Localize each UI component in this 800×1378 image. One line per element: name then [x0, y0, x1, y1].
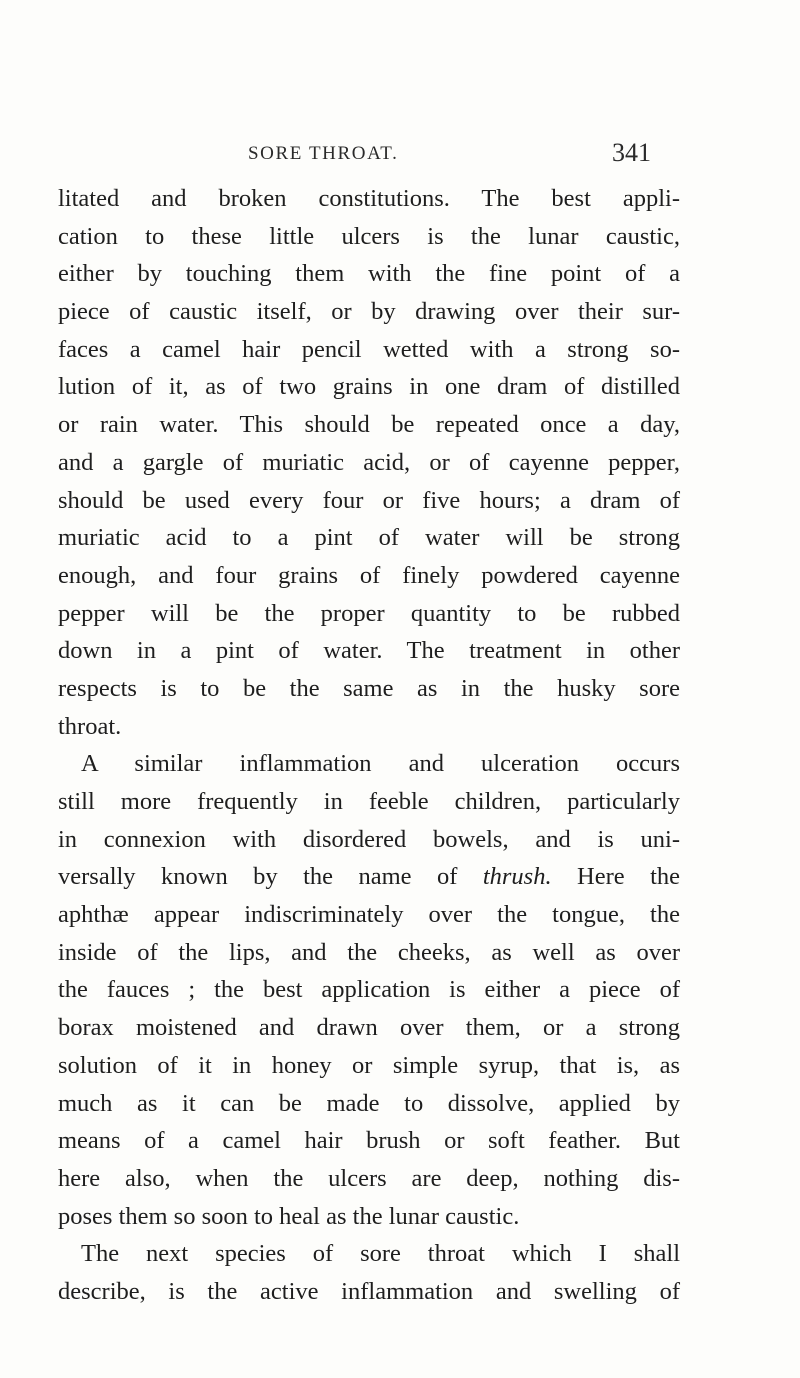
- text-line: faces a camel hair pencil wetted with a strong so-: [58, 335, 680, 363]
- text-line: A similar inflammation and ulceration occurs: [81, 750, 680, 778]
- text-line: solution of it in honey or simple syrup, that is, as: [58, 1051, 680, 1079]
- text-line: much as it can be made to dissolve, applied by: [58, 1089, 680, 1117]
- text-line: should be used every four or five hours; a dram of: [58, 486, 680, 514]
- text-line: or rain water. This should be repeated once a day,: [58, 411, 680, 439]
- italic-term: thrush.: [482, 863, 552, 891]
- text-line: cation to these little ulcers is the lunar caustic,: [58, 222, 680, 250]
- text-line: respects is to be the same as in the husky sore: [58, 674, 680, 702]
- text-line: in connexion with disordered bowels, and is uni-: [58, 825, 680, 853]
- running-head: SORE THROAT.: [248, 143, 399, 164]
- text-line: means of a camel hair brush or soft feather. But: [58, 1127, 680, 1155]
- text-line: pepper will be the proper quantity to be rubbed: [58, 599, 680, 627]
- text-line: lution of it, as of two grains in one dram of distilled: [58, 373, 680, 401]
- text-line: aphthæ appear indiscriminately over the tongue, the: [58, 901, 680, 929]
- text-line: piece of caustic itself, or by drawing over their sur-: [58, 298, 680, 326]
- text-line: borax moistened and drawn over them, or a strong: [58, 1014, 680, 1042]
- text-line: here also, when the ulcers are deep, nothing dis-: [58, 1164, 680, 1192]
- text-line: [58, 858, 680, 896]
- text-line: litated and broken constitutions. The best appli-: [58, 185, 680, 212]
- page-number: 341: [612, 138, 651, 167]
- text-line: inside of the lips, and the cheeks, as well as over: [58, 938, 680, 966]
- text-line: describe, is the active inflammation and swelling of: [58, 1277, 680, 1305]
- body-text: [58, 180, 680, 1311]
- text-line: the fauces ; the best application is either a piece of: [58, 976, 680, 1004]
- text-line: enough, and four grains of finely powdered cayenne: [58, 561, 680, 589]
- text-segment: Here the: [577, 863, 681, 891]
- text-line: throat.: [58, 712, 122, 740]
- text-line: muriatic acid to a pint of water will be strong: [58, 524, 680, 552]
- text-line: and a gargle of muriatic acid, or of cayenne pepper,: [58, 448, 680, 476]
- text-segment: versally known by the name of: [58, 863, 458, 891]
- text-line: The next species of sore throat which I shall: [81, 1240, 680, 1268]
- text-line: either by touching them with the fine point of a: [58, 260, 680, 288]
- text-line: poses them so soon to heal as the lunar caustic.: [58, 1202, 520, 1230]
- text-line: still more frequently in feeble children, particularly: [58, 788, 680, 815]
- text-line: down in a pint of water. The treatment in other: [58, 637, 680, 665]
